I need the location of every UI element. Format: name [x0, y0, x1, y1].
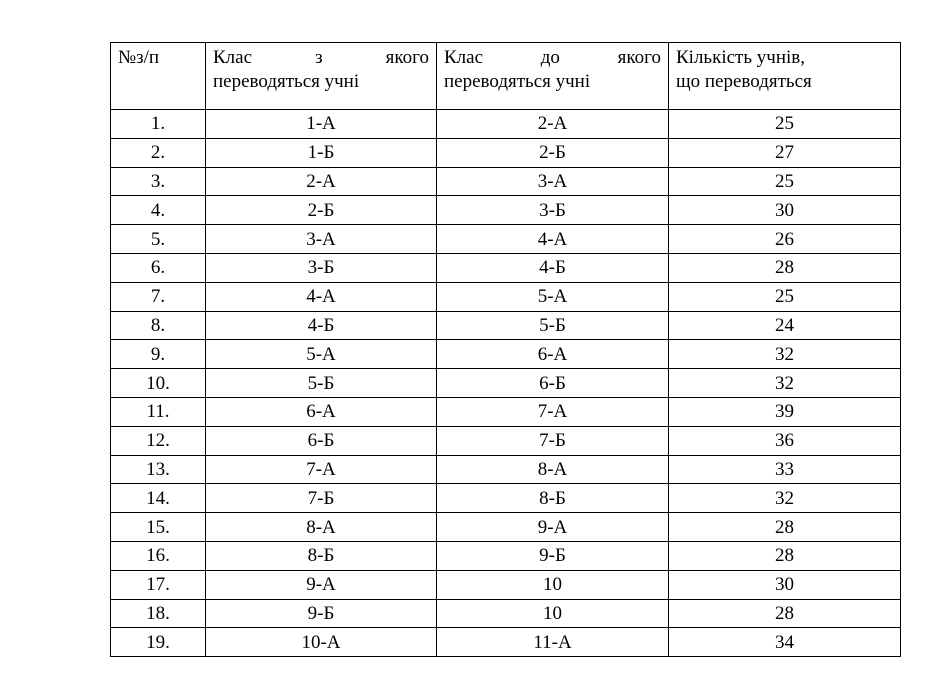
cell-num: 17. [111, 570, 206, 599]
header-row [111, 43, 901, 110]
cell-from-class: 8-Б [206, 541, 437, 570]
cell-num: 16. [111, 541, 206, 570]
table-row [111, 311, 901, 340]
cell-from-class: 9-Б [206, 599, 437, 628]
cell-num: 12. [111, 426, 206, 455]
table-row [111, 138, 901, 167]
cell-to-class: 8-А [437, 455, 669, 484]
cell-num: 13. [111, 455, 206, 484]
header-from-line1: Клас з якого [213, 47, 429, 68]
cell-from-class: 6-А [206, 397, 437, 426]
table-row [111, 167, 901, 196]
cell-to-class: 3-Б [437, 196, 669, 225]
cell-student-count: 28 [669, 253, 901, 282]
table-row [111, 282, 901, 311]
table-row [111, 196, 901, 225]
cell-to-class: 2-Б [437, 138, 669, 167]
cell-from-class: 4-Б [206, 311, 437, 340]
cell-to-class: 4-А [437, 225, 669, 254]
cell-to-class: 5-А [437, 282, 669, 311]
table-row [111, 541, 901, 570]
cell-to-class: 7-Б [437, 426, 669, 455]
cell-from-class: 7-А [206, 455, 437, 484]
cell-from-class: 1-Б [206, 138, 437, 167]
cell-student-count: 30 [669, 196, 901, 225]
cell-student-count: 26 [669, 225, 901, 254]
cell-student-count: 28 [669, 599, 901, 628]
header-from-line2: переводяться учні [213, 71, 360, 92]
cell-to-class: 8-Б [437, 484, 669, 513]
cell-student-count: 32 [669, 340, 901, 369]
cell-from-class: 5-А [206, 340, 437, 369]
cell-to-class: 7-А [437, 397, 669, 426]
cell-from-class: 2-Б [206, 196, 437, 225]
table-row [111, 628, 901, 657]
cell-student-count: 28 [669, 513, 901, 542]
cell-student-count: 30 [669, 570, 901, 599]
cell-to-class: 10 [437, 570, 669, 599]
cell-num: 8. [111, 311, 206, 340]
cell-from-class: 8-А [206, 513, 437, 542]
cell-num: 18. [111, 599, 206, 628]
cell-student-count: 28 [669, 541, 901, 570]
cell-num: 5. [111, 225, 206, 254]
cell-student-count: 32 [669, 369, 901, 398]
header-from [206, 43, 437, 110]
cell-to-class: 11-А [437, 628, 669, 657]
header-count-line2: що переводяться [676, 71, 812, 92]
cell-student-count: 27 [669, 138, 901, 167]
cell-to-class: 9-А [437, 513, 669, 542]
header-count [669, 43, 901, 110]
cell-from-class: 2-А [206, 167, 437, 196]
header-num-label: №з/п [118, 47, 160, 68]
cell-from-class: 9-А [206, 570, 437, 599]
table-row [111, 570, 901, 599]
cell-num: 9. [111, 340, 206, 369]
cell-num: 14. [111, 484, 206, 513]
cell-from-class: 3-Б [206, 253, 437, 282]
cell-num: 4. [111, 196, 206, 225]
table-row [111, 599, 901, 628]
cell-num: 6. [111, 253, 206, 282]
cell-student-count: 39 [669, 397, 901, 426]
cell-to-class: 6-Б [437, 369, 669, 398]
table-row [111, 225, 901, 254]
cell-num: 11. [111, 397, 206, 426]
cell-num: 2. [111, 138, 206, 167]
cell-from-class: 5-Б [206, 369, 437, 398]
cell-from-class: 1-А [206, 110, 437, 139]
header-to [437, 43, 669, 110]
cell-num: 1. [111, 110, 206, 139]
cell-to-class: 4-Б [437, 253, 669, 282]
transfer-table [110, 42, 901, 657]
cell-from-class: 6-Б [206, 426, 437, 455]
cell-from-class: 4-А [206, 282, 437, 311]
cell-to-class: 10 [437, 599, 669, 628]
table-row [111, 253, 901, 282]
cell-to-class: 2-А [437, 110, 669, 139]
header-to-line1: Клас до якого [444, 47, 661, 68]
cell-to-class: 5-Б [437, 311, 669, 340]
cell-student-count: 24 [669, 311, 901, 340]
cell-to-class: 6-А [437, 340, 669, 369]
cell-student-count: 33 [669, 455, 901, 484]
header-num [111, 43, 206, 110]
cell-to-class: 9-Б [437, 541, 669, 570]
cell-student-count: 34 [669, 628, 901, 657]
cell-num: 19. [111, 628, 206, 657]
cell-student-count: 25 [669, 282, 901, 311]
cell-num: 10. [111, 369, 206, 398]
cell-from-class: 10-А [206, 628, 437, 657]
table-row [111, 484, 901, 513]
table-row [111, 340, 901, 369]
cell-num: 3. [111, 167, 206, 196]
cell-student-count: 25 [669, 167, 901, 196]
table-body [111, 43, 901, 657]
table-row [111, 455, 901, 484]
table-row [111, 426, 901, 455]
table-row [111, 110, 901, 139]
cell-from-class: 3-А [206, 225, 437, 254]
cell-student-count: 36 [669, 426, 901, 455]
cell-student-count: 25 [669, 110, 901, 139]
cell-to-class: 3-А [437, 167, 669, 196]
header-count-line1: Кількість учнів, [676, 47, 805, 68]
cell-num: 7. [111, 282, 206, 311]
cell-from-class: 7-Б [206, 484, 437, 513]
header-to-line2: переводяться учні [444, 71, 591, 92]
table-row [111, 369, 901, 398]
table-row [111, 397, 901, 426]
table-row [111, 513, 901, 542]
cell-student-count: 32 [669, 484, 901, 513]
cell-num: 15. [111, 513, 206, 542]
